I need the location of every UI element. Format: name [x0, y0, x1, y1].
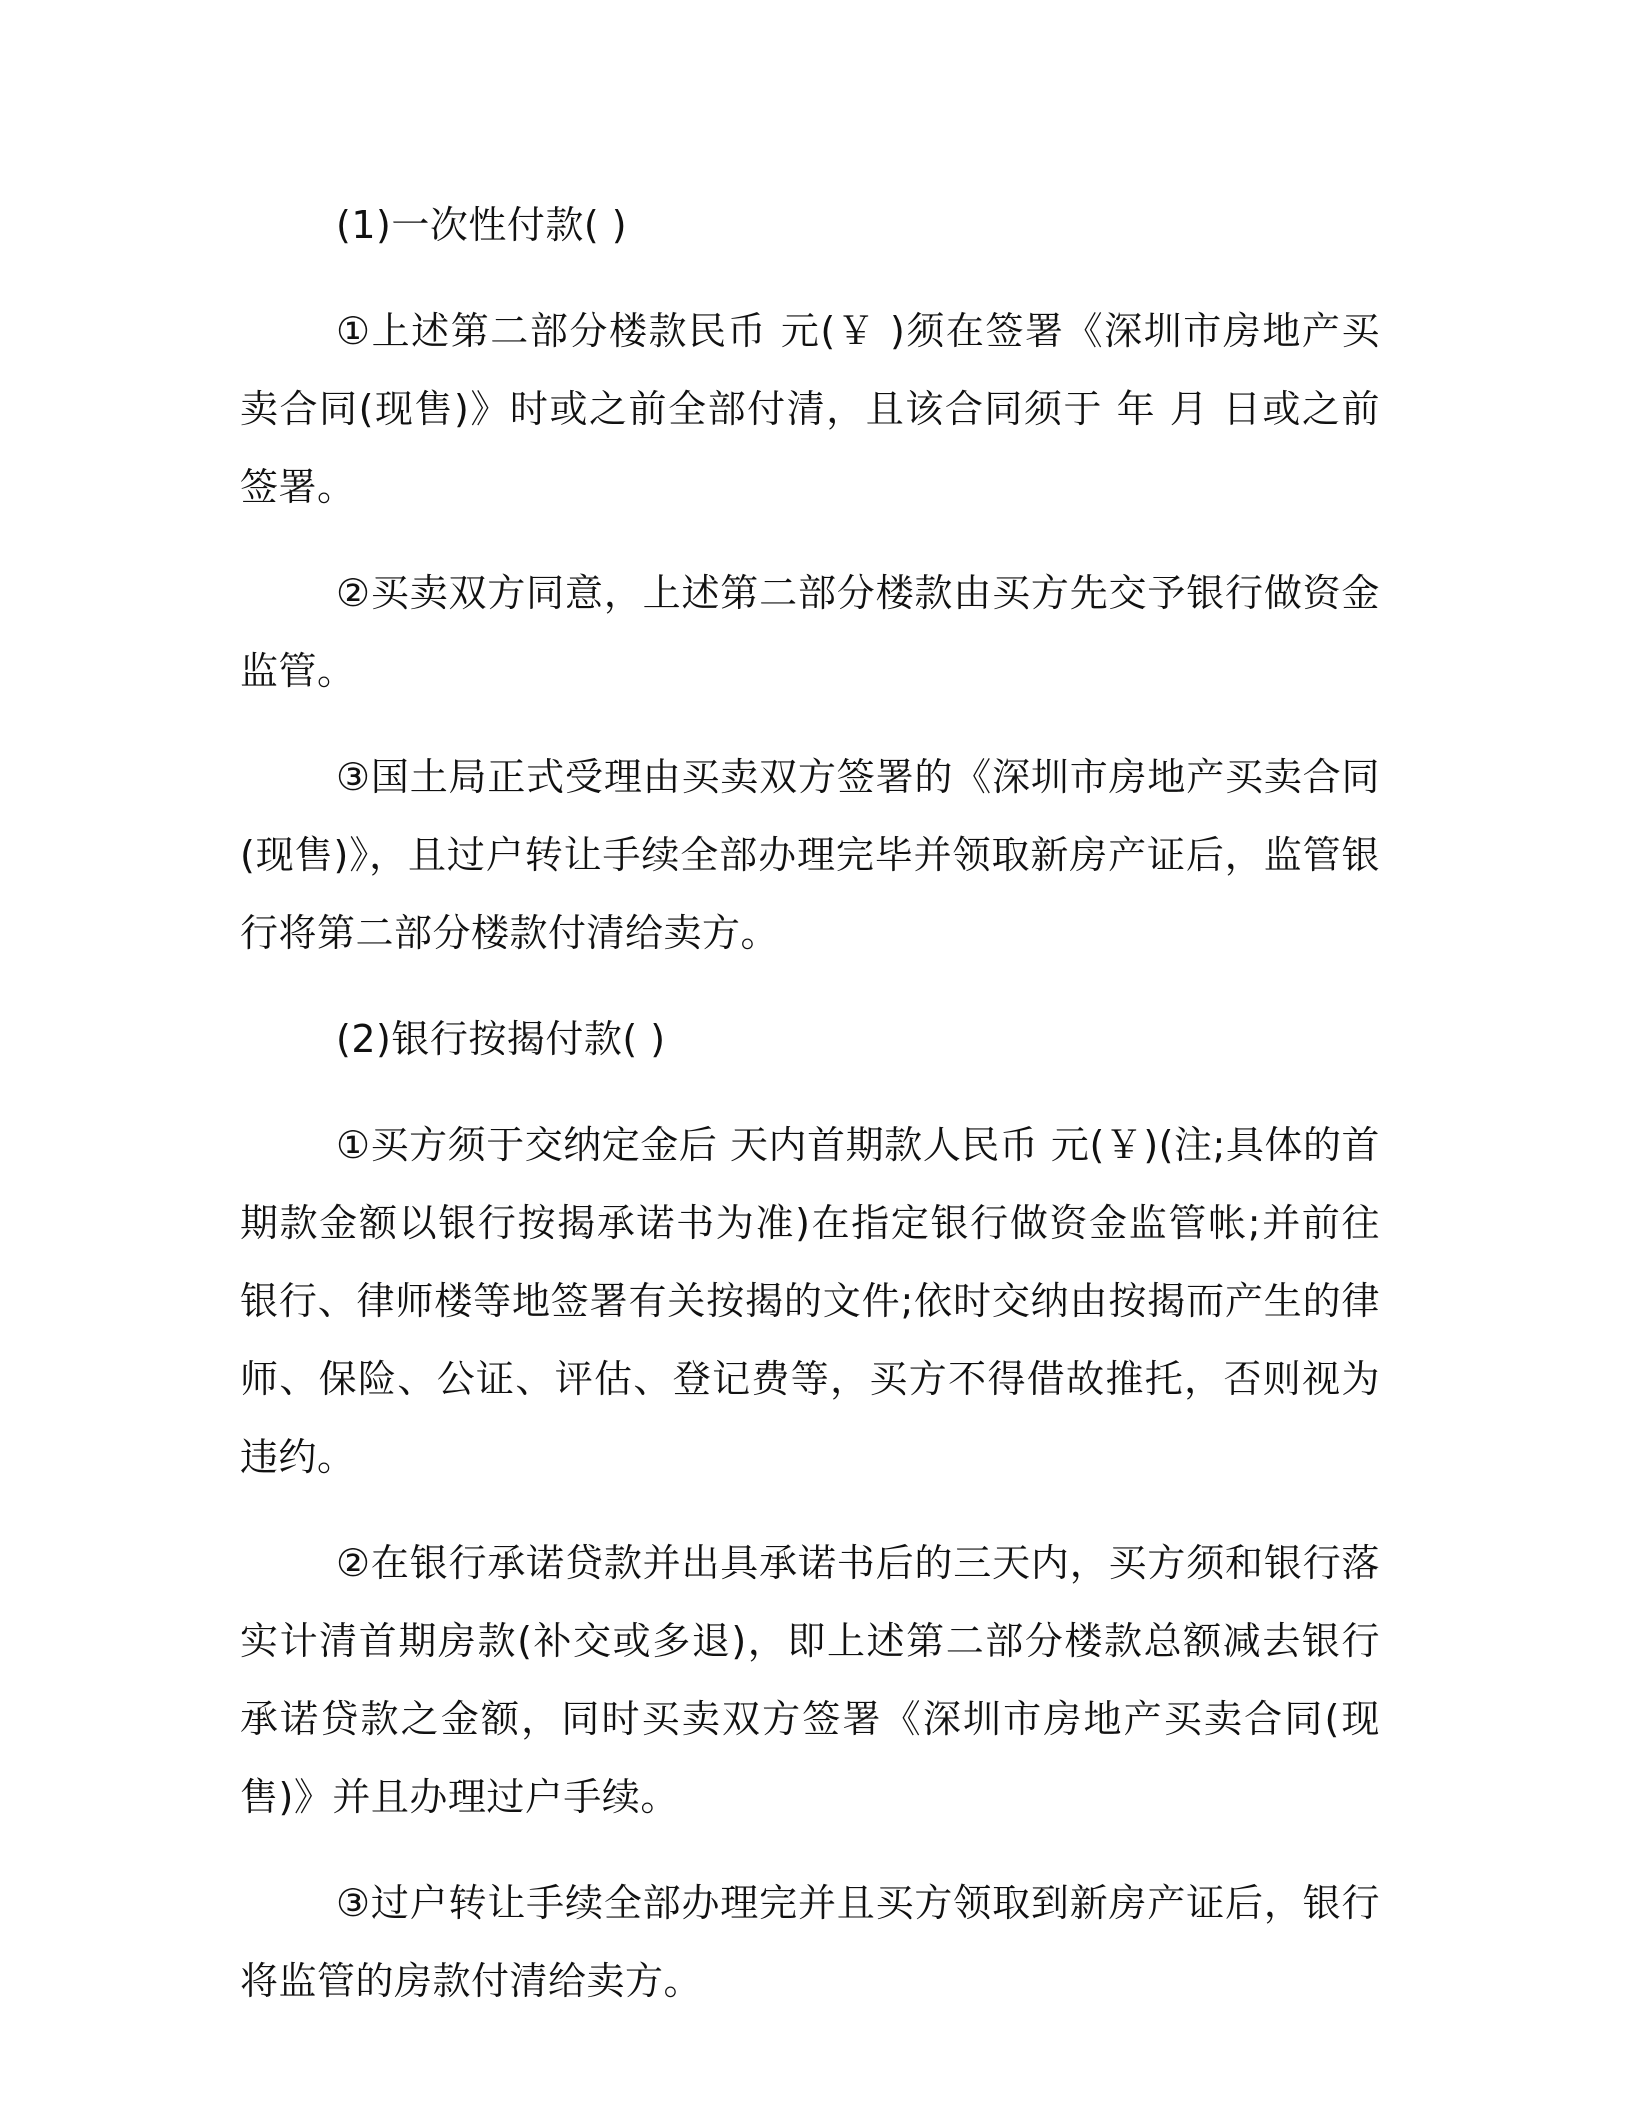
clause-mortgage-1: ①买方须于交纳定金后 天内首期款人民币 元(￥)(注;具体的首期款金额以银行按揭承诺书为准)在指定银行做资金监管帐;并前往银行、律师楼等地签署有关按揭的文件;依时交纳由按揭而产生的律师、保险、公证、评估、登记费等，买方不得借故推托，否则视为违约。 [240, 1123, 1380, 1479]
clause-lump-sum-3: ③国土局正式受理由买卖双方签署的《深圳市房地产买卖合同(现售)》，且过户转让手续全部办理完毕并领取新房产证后，监管银行将第二部分楼款付清给卖方。 [240, 755, 1380, 955]
section-heading-mortgage: (2)银行按揭付款( ) [336, 1017, 666, 1061]
document-page [240, 186, 1380, 2048]
clause-lump-sum-1: ①上述第二部分楼款民币 元(￥ )须在签署《深圳市房地产买卖合同(现售)》时或之前全部付清，且该合同须于 年 月 日或之前签署。 [240, 309, 1380, 509]
clause-lump-sum-2: ②买卖双方同意，上述第二部分楼款由买方先交予银行做资金监管。 [240, 571, 1380, 693]
section-heading-lump-sum: (1)一次性付款( ) [336, 203, 628, 247]
clause-mortgage-2: ②在银行承诺贷款并出具承诺书后的三天内，买方须和银行落实计清首期房款(补交或多退)，即上述第二部分楼款总额减去银行承诺贷款之金额，同时买卖双方签署《深圳市房地产买卖合同(现售)》并且办理过户手续。 [240, 1541, 1380, 1819]
clause-mortgage-3: ③过户转让手续全部办理完并且买方领取到新房产证后，银行将监管的房款付清给卖方。 [240, 1881, 1380, 2003]
